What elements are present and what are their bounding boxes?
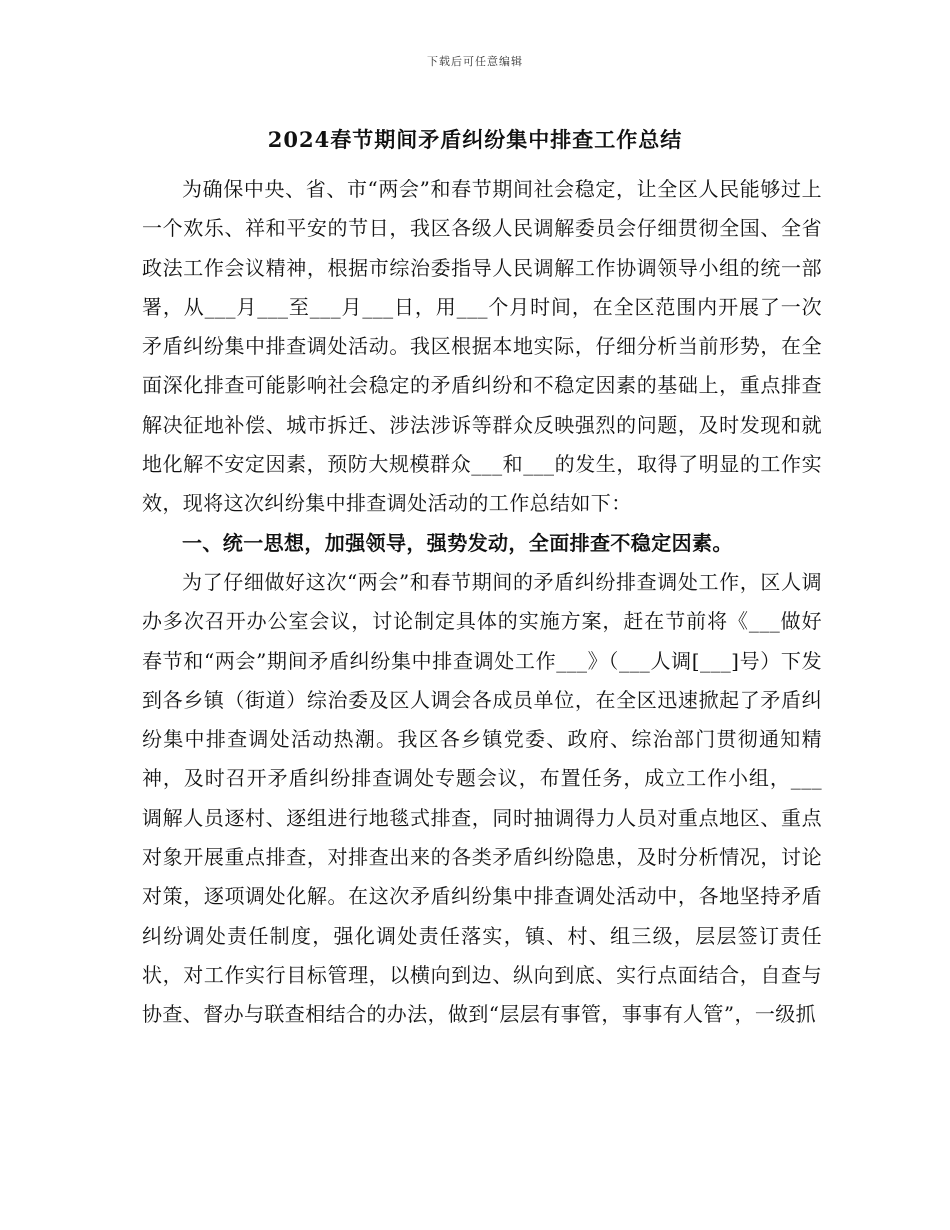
paragraph-section-1: 为了仔细做好这次“两会”和春节期间的矛盾纠纷排查调处工作，区人调办多次召开办公室会议，讨论制定具体的实施方案，赶在节前将《___做好春节和“两会”期间矛盾纠纷集中排查调处工作___》（___人调[___]号）下发到各乡镇（街道）综治委及区人调会各成员单位，在全区迅速掀起了矛盾纠纷集中排查调处活动热潮。我区各乡镇党委、政府、综治部门贯彻通知精神，及时召开矛盾纠纷排查调处专题会议，布置任务，成立工作小组，___调解人员逐村、逐组进行地毯式排查，同时抽调得力人员对重点地区、重点对象开展重点排查，对排查出来的各类矛盾纠纷隐患，及时分析情况，讨论对策，逐项调处化解。在这次矛盾纠纷集中排查调处活动中，各地坚持矛盾纠纷调处责任制度，强化调处责任落实，镇、村、组三级，层层签订责任状，对工作实行目标管理，以横向到边、纵向到底、实行点面结合，自查与协查、督办与联查相结合的办法，做到“层层有事管，事事有人管”，一级抓 [142, 569, 822, 1027]
paragraph-intro: 为确保中央、省、市“两会”和春节期间社会稳定，让全区人民能够过上一个欢乐、祥和平安的节日，我区各级人民调解委员会仔细贯彻全国、全省政法工作会议精神，根据市综治委指导人民调解工作协调领导小组的统一部署，从___月___至___月___日，用___个月时间，在全区范围内开展了一次矛盾纠纷集中排查调处活动。我区根据本地实际，仔细分析当前形势，在全面深化排查可能影响社会稳定的矛盾纠纷和不稳定因素的基础上，重点排查解决征地补偿、城市拆迁、涉法涉诉等群众反映强烈的问题，及时发现和就地化解不安定因素，预防大规模群众___和___的发生，取得了明显的工作实效，现将这次纠纷集中排查调处活动的工作总结如下： [142, 177, 822, 516]
section-heading-1: 一、统一思想，加强领导，强势发动，全面排查不稳定因素。 [182, 530, 733, 555]
document-title: 2024春节期间矛盾纠纷集中排查工作总结 [267, 127, 683, 152]
header-note: 下载后可任意编辑 [427, 55, 523, 68]
document-body [142, 170, 822, 1035]
